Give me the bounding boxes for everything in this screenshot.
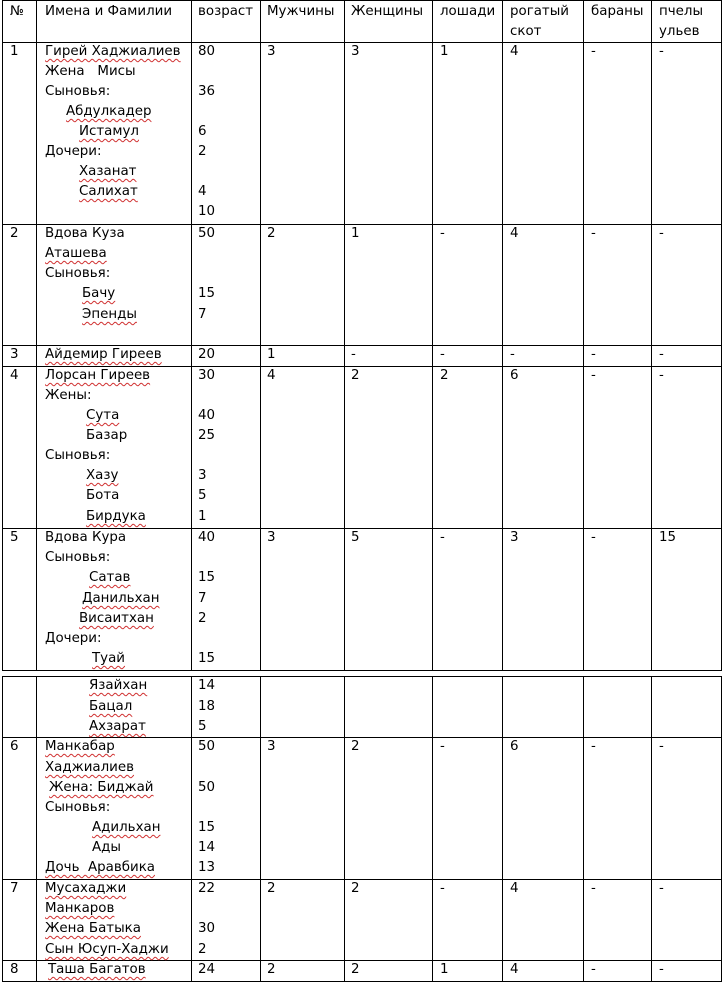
age-value: 30 [198, 921, 216, 936]
person-name: Лорсан Гиреев [45, 368, 151, 383]
cattle-count: 6 [510, 739, 519, 754]
cattle-count: - [510, 347, 515, 362]
column-border [36, 676, 37, 982]
header-cattle: скот [510, 24, 542, 39]
column-border [191, 676, 192, 982]
column-border [651, 676, 652, 982]
person-name: Жена: Биджай [49, 780, 154, 795]
column-border [2, 0, 3, 671]
column-border [721, 0, 722, 671]
table-border-top [2, 0, 722, 1]
person-name: Манкабар [45, 739, 115, 754]
column-border [260, 676, 261, 982]
bees-count: - [659, 739, 664, 754]
header-cattle: рогатый [510, 4, 570, 19]
row-number: 1 [10, 44, 19, 59]
header-women: Женщины [351, 4, 424, 19]
person-name: Жена Мисы [45, 64, 136, 79]
person-name: Эпенды [82, 307, 137, 322]
horses-count: - [440, 881, 445, 896]
person-name: Висаитхан [79, 611, 154, 626]
horses-count: 2 [440, 368, 449, 383]
sheep-count: - [591, 226, 596, 241]
row-number: 8 [10, 962, 19, 977]
women-count: 5 [351, 530, 360, 545]
header-sheep: бараны [591, 4, 644, 19]
person-name: Абдулкадер [66, 104, 152, 119]
age-value: 80 [198, 44, 216, 59]
family-label: Жены: [45, 388, 92, 403]
men-count: 1 [267, 347, 276, 362]
person-name: Истамул [79, 124, 139, 139]
person-name: Хаджиалиев [45, 760, 135, 775]
column-border [344, 0, 345, 671]
cattle-count: 4 [510, 962, 519, 977]
person-name: Жена Батыка [45, 921, 141, 936]
person-name: Салихат [79, 184, 138, 199]
horses-count: - [440, 347, 445, 362]
row-number: 2 [10, 226, 19, 241]
sheep-count: - [591, 347, 596, 362]
age-value: 30 [198, 368, 216, 383]
column-border [344, 676, 345, 982]
cattle-count: 6 [510, 368, 519, 383]
women-count: 2 [351, 368, 360, 383]
age-value: 2 [198, 144, 207, 159]
bees-count: - [659, 881, 664, 896]
age-value: 24 [198, 962, 216, 977]
person-name: Айдемир Гиреев [45, 347, 162, 362]
row-number: 3 [10, 347, 19, 362]
age-value: 6 [198, 124, 207, 139]
family-label: Сыновья: [45, 800, 111, 815]
person-name: Ахзарат [89, 719, 146, 734]
family-label: Сыновья: [45, 550, 111, 565]
person-name: Данильхан [82, 591, 160, 606]
women-count: 3 [351, 44, 360, 59]
age-value: 7 [198, 591, 207, 606]
age-value: 50 [198, 780, 216, 795]
header-bees: ульев [659, 24, 700, 39]
header-horses: лошади [440, 4, 496, 19]
column-border [583, 676, 584, 982]
sheep-count: - [591, 962, 596, 977]
person-name: Хазу [86, 468, 119, 483]
bees-count: - [659, 44, 664, 59]
men-count: 3 [267, 530, 276, 545]
men-count: 3 [267, 44, 276, 59]
age-value: 2 [198, 942, 207, 957]
page-break-line [2, 670, 722, 671]
men-count: 4 [267, 368, 276, 383]
women-count: - [351, 347, 356, 362]
women-count: 2 [351, 739, 360, 754]
person-name: Адильхан [92, 820, 161, 835]
age-value: 20 [198, 347, 216, 362]
person-name: Базар [86, 428, 128, 443]
women-count: 1 [351, 226, 360, 241]
age-value: 5 [198, 488, 207, 503]
header-num: № [10, 4, 24, 19]
column-border [583, 0, 584, 671]
header-bees: пчелы [659, 4, 704, 19]
cattle-count: 4 [510, 881, 519, 896]
men-count: 3 [267, 739, 276, 754]
column-border [2, 676, 3, 982]
person-name: Бачу [82, 286, 116, 301]
column-border [432, 676, 433, 982]
person-name: Дочь Аравбика [45, 860, 155, 875]
bees-count: - [659, 347, 664, 362]
person-name: Сута [86, 408, 120, 423]
person-name: Бота [86, 488, 120, 503]
person-name: Манкаров [45, 901, 115, 916]
header-age: возраст [198, 4, 254, 19]
age-value: 5 [198, 719, 207, 734]
row-number: 7 [10, 881, 19, 896]
column-border [721, 676, 722, 982]
age-value: 40 [198, 530, 216, 545]
age-value: 18 [198, 699, 216, 714]
sheep-count: - [591, 530, 596, 545]
sheep-count: - [591, 881, 596, 896]
header-men: Мужчины [267, 4, 335, 19]
header-names: Имена и Фамилии [45, 4, 173, 19]
person-name: Гирей Хаджиалиев [45, 44, 181, 59]
age-value: 13 [198, 860, 216, 875]
age-value: 10 [198, 204, 216, 219]
person-name: Хазанат [79, 164, 137, 179]
horses-count: 1 [440, 44, 449, 59]
bees-count: - [659, 368, 664, 383]
column-border [432, 0, 433, 671]
age-value: 14 [198, 840, 216, 855]
age-value: 22 [198, 881, 216, 896]
age-value: 36 [198, 84, 216, 99]
age-value: 15 [198, 820, 216, 835]
column-border [502, 676, 503, 982]
age-value: 15 [198, 570, 216, 585]
age-value: 25 [198, 428, 216, 443]
age-value: 50 [198, 739, 216, 754]
person-name: Сатав [89, 570, 131, 585]
age-value: 40 [198, 408, 216, 423]
cattle-count: 4 [510, 44, 519, 59]
horses-count: - [440, 530, 445, 545]
bees-count: - [659, 962, 664, 977]
family-label: Сыновья: [45, 448, 111, 463]
person-name: Язайхан [89, 678, 148, 693]
family-label: Сыновья: [45, 266, 111, 281]
person-name: Сын Юсуп-Хаджи [45, 942, 169, 957]
horses-count: 1 [440, 962, 449, 977]
row-number: 4 [10, 368, 19, 383]
family-label: Дочери: [45, 631, 102, 646]
table-border-bottom [2, 981, 722, 982]
age-value: 2 [198, 611, 207, 626]
men-count: 2 [267, 881, 276, 896]
person-name: Ады [92, 840, 121, 855]
women-count: 2 [351, 962, 360, 977]
column-border [191, 0, 192, 671]
age-value: 14 [198, 678, 216, 693]
women-count: 2 [351, 881, 360, 896]
person-name: Аташева [45, 246, 107, 261]
age-value: 15 [198, 286, 216, 301]
men-count: 2 [267, 962, 276, 977]
person-name: Мусахаджи [45, 881, 127, 896]
bees-count: - [659, 226, 664, 241]
column-border [651, 0, 652, 671]
age-value: 7 [198, 307, 207, 322]
person-name: Бирдука [86, 509, 146, 524]
age-value: 15 [198, 651, 216, 666]
sheep-count: - [591, 44, 596, 59]
age-value: 3 [198, 468, 207, 483]
sheep-count: - [591, 739, 596, 754]
cattle-count: 3 [510, 530, 519, 545]
cattle-count: 4 [510, 226, 519, 241]
age-value: 1 [198, 509, 207, 524]
row-number: 5 [10, 530, 19, 545]
person-name: Бацал [89, 699, 133, 714]
sheep-count: - [591, 368, 596, 383]
bees-count: 15 [659, 530, 677, 545]
family-label: Сыновья: [45, 84, 111, 99]
person-name: Таша Багатов [48, 962, 146, 977]
horses-count: - [440, 739, 445, 754]
person-name: Вдова Куза [45, 226, 125, 241]
column-border [502, 0, 503, 671]
row-number: 6 [10, 739, 19, 754]
age-value: 50 [198, 226, 216, 241]
men-count: 2 [267, 226, 276, 241]
column-border [36, 0, 37, 671]
age-value: 4 [198, 184, 207, 199]
family-label: Дочери: [45, 144, 102, 159]
column-border [260, 0, 261, 671]
person-name: Туай [92, 651, 126, 666]
horses-count: - [440, 226, 445, 241]
person-name: Вдова Кура [45, 530, 127, 545]
